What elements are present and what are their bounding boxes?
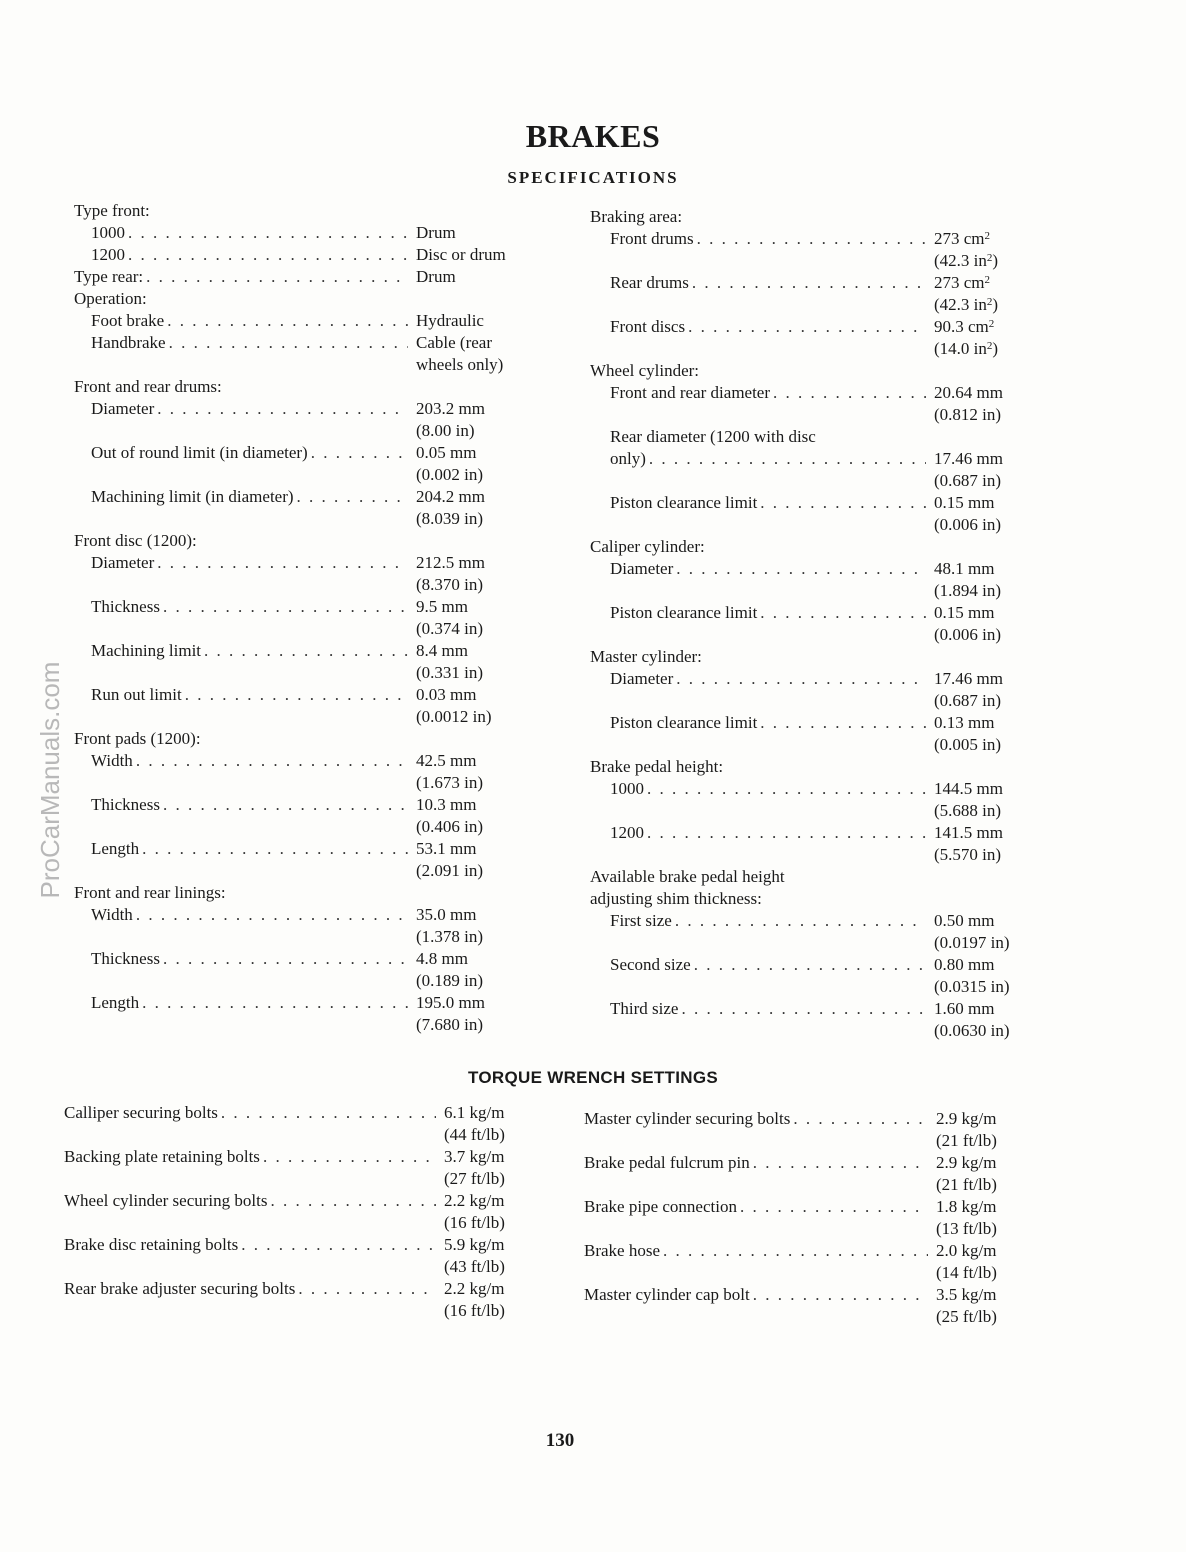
torque-row xyxy=(64,1234,524,1256)
spec-value: Hydraulic xyxy=(416,311,484,330)
spec-value: 0.05 mm xyxy=(416,443,477,462)
spec-label: Front and rear diameter xyxy=(610,383,771,402)
torque-value: 3.5 kg/m xyxy=(936,1285,997,1304)
torque-label: Rear brake adjuster securing bolts xyxy=(64,1279,296,1298)
spec-label: 1200 xyxy=(610,823,644,842)
spec-value: Cable (rear xyxy=(416,333,492,352)
torque-label: Brake pipe connection xyxy=(584,1197,737,1216)
spec-value-imperial: (1.673 in) xyxy=(416,773,484,792)
spec-row xyxy=(590,712,1030,734)
torque-value: 2.2 kg/m xyxy=(444,1191,505,1210)
spec-heading: Operation: xyxy=(74,289,147,308)
section-subtitle: SPECIFICATIONS xyxy=(507,168,679,187)
spec-value: 203.2 mm xyxy=(416,399,485,418)
spec-label: Diameter xyxy=(610,559,674,578)
spec-value: 273 $cm^2$ xyxy=(934,273,991,292)
torque-row xyxy=(64,1102,524,1124)
spec-heading: Front pads (1200): xyxy=(74,729,201,748)
spec-label: Type rear: xyxy=(74,267,144,286)
torque-value-imperial: (14 ft/lb) xyxy=(936,1263,997,1282)
spec-label: Rear drums xyxy=(610,273,689,292)
spec-row xyxy=(74,442,534,464)
spec-value-imperial: (8.370 in) xyxy=(416,575,484,594)
spec-label: Length xyxy=(91,993,140,1012)
spec-label: 1000 xyxy=(610,779,644,798)
spec-row xyxy=(590,382,1030,404)
torque-label: Backing plate retaining bolts xyxy=(64,1147,260,1166)
spec-value-imperial: (0.189 in) xyxy=(416,971,484,990)
spec-value: 20.64 mm xyxy=(934,383,1003,402)
torque-value-imperial: (27 ft/lb) xyxy=(444,1169,505,1188)
torque-value: 2.9 kg/m xyxy=(936,1153,997,1172)
spec-value: 0.13 mm xyxy=(934,713,995,732)
spec-row xyxy=(590,668,1030,690)
spec-value-imperial: (0.005 in) xyxy=(934,735,1002,754)
torque-label: Brake pedal fulcrum pin xyxy=(584,1153,750,1172)
spec-label: Out of round limit (in diameter) xyxy=(91,443,308,462)
torque-value-imperial: (21 ft/lb) xyxy=(936,1131,997,1150)
spec-heading: adjusting shim thickness: xyxy=(590,889,762,908)
spec-label: Run out limit xyxy=(91,685,182,704)
torque-label: Wheel cylinder securing bolts xyxy=(64,1191,268,1210)
spec-row xyxy=(590,492,1030,514)
torque-value-imperial: (16 ft/lb) xyxy=(444,1213,505,1232)
spec-value: 0.15 mm xyxy=(934,603,995,622)
spec-label: Thickness xyxy=(91,795,160,814)
spec-value: 0.80 mm xyxy=(934,955,995,974)
torque-row xyxy=(584,1152,1024,1174)
spec-label: Piston clearance limit xyxy=(610,713,758,732)
torque-label: Calliper securing bolts xyxy=(64,1103,218,1122)
spec-heading: Type front: xyxy=(74,201,150,220)
spec-label: Length xyxy=(91,839,140,858)
spec-label: Front discs xyxy=(610,317,686,336)
spec-heading: Available brake pedal height xyxy=(590,867,785,886)
spec-heading: Wheel cylinder: xyxy=(590,361,700,380)
torque-label: Master cylinder securing bolts xyxy=(584,1109,791,1128)
spec-row xyxy=(590,998,1030,1020)
spec-value-imperial: (14.0 $in^2$) xyxy=(934,339,999,358)
spec-row xyxy=(74,838,534,860)
spec-label: Diameter xyxy=(91,553,155,572)
spec-label: only) xyxy=(610,449,646,468)
spec-row xyxy=(74,486,534,508)
torque-value-imperial: (44 ft/lb) xyxy=(444,1125,505,1144)
spec-row xyxy=(74,948,534,970)
spec-label: Diameter xyxy=(91,399,155,418)
spec-label: Machining limit xyxy=(91,641,202,660)
spec-value: 17.46 mm xyxy=(934,669,1003,688)
torque-value-imperial: (25 ft/lb) xyxy=(936,1307,997,1326)
spec-row xyxy=(590,558,1030,580)
spec-label: Piston clearance limit xyxy=(610,603,758,622)
torque-value: 5.9 kg/m xyxy=(444,1235,505,1254)
spec-value: 9.5 mm xyxy=(416,597,468,616)
spec-label: Foot brake xyxy=(91,311,165,330)
spec-row xyxy=(590,910,1030,932)
spec-value-imperial: (0.331 in) xyxy=(416,663,484,682)
spec-value-imperial: (8.00 in) xyxy=(416,421,475,440)
spec-value-imperial: (0.006 in) xyxy=(934,625,1002,644)
spec-row xyxy=(74,904,534,926)
spec-label: 1000 xyxy=(91,223,125,242)
spec-label: Second size xyxy=(610,955,691,974)
spec-value: Drum xyxy=(416,267,456,286)
spec-row xyxy=(74,222,534,244)
page-title: BRAKES xyxy=(525,118,661,154)
spec-label: Piston clearance limit xyxy=(610,493,758,512)
spec-value-imperial: (0.687 in) xyxy=(934,691,1002,710)
spec-row xyxy=(74,596,534,618)
spec-value-imperial: (5.570 in) xyxy=(934,845,1002,864)
spec-label: Diameter xyxy=(610,669,674,688)
spec-row xyxy=(590,602,1030,624)
torque-label: Brake hose xyxy=(584,1241,661,1260)
spec-heading: Front and rear drums: xyxy=(74,377,222,396)
spec-value: 0.15 mm xyxy=(934,493,995,512)
torque-value: 2.9 kg/m xyxy=(936,1109,997,1128)
spec-value: 141.5 mm xyxy=(934,823,1003,842)
spec-row xyxy=(74,244,534,266)
spec-label: Machining limit (in diameter) xyxy=(91,487,294,506)
spec-value-imperial: (42.3 $in^2$) xyxy=(934,251,999,270)
torque-row xyxy=(584,1196,1024,1218)
torque-row xyxy=(584,1284,1024,1306)
torque-row xyxy=(64,1278,524,1300)
spec-label: Thickness xyxy=(91,949,160,968)
spec-label: Rear diameter (1200 with disc xyxy=(610,427,816,446)
spec-heading: Master cylinder: xyxy=(590,647,702,666)
spec-value: wheels only) xyxy=(416,355,504,374)
spec-value: 204.2 mm xyxy=(416,487,485,506)
spec-value-imperial: (2.091 in) xyxy=(416,861,484,880)
spec-value: 35.0 mm xyxy=(416,905,477,924)
spec-label: Front drums xyxy=(610,229,694,248)
spec-value: 0.03 mm xyxy=(416,685,477,704)
spec-value-imperial: (0.687 in) xyxy=(934,471,1002,490)
spec-value-imperial: (0.374 in) xyxy=(416,619,484,638)
spec-value: 53.1 mm xyxy=(416,839,477,858)
spec-heading: Brake pedal height: xyxy=(590,757,724,776)
spec-heading: Braking area: xyxy=(590,207,683,226)
spec-column-right xyxy=(590,206,1030,1042)
spec-value: 10.3 mm xyxy=(416,795,477,814)
torque-row xyxy=(584,1108,1024,1130)
spec-value: 17.46 mm xyxy=(934,449,1003,468)
spec-heading: Front and rear linings: xyxy=(74,883,226,902)
spec-value-imperial: (0.0630 in) xyxy=(934,1021,1010,1040)
spec-value-imperial: (1.894 in) xyxy=(934,581,1002,600)
watermark: ProCarManuals.com xyxy=(35,661,65,899)
torque-value-imperial: (43 ft/lb) xyxy=(444,1257,505,1276)
spec-value-imperial: (0.406 in) xyxy=(416,817,484,836)
spec-value-imperial: (0.006 in) xyxy=(934,515,1002,534)
spec-value: 90.3 $cm^2$ xyxy=(934,317,995,336)
spec-row xyxy=(74,332,534,354)
spec-value: 0.50 mm xyxy=(934,911,995,930)
spec-row xyxy=(590,228,1030,250)
spec-value-imperial: (0.812 in) xyxy=(934,405,1002,424)
spec-value: 273 $cm^2$ xyxy=(934,229,991,248)
torque-row xyxy=(64,1146,524,1168)
spec-row xyxy=(74,640,534,662)
torque-value: 2.2 kg/m xyxy=(444,1279,505,1298)
spec-column-left xyxy=(74,200,534,1036)
torque-row xyxy=(64,1190,524,1212)
spec-heading: Caliper cylinder: xyxy=(590,537,705,556)
spec-value: 144.5 mm xyxy=(934,779,1003,798)
torque-label: Master cylinder cap bolt xyxy=(584,1285,750,1304)
spec-value: Drum xyxy=(416,223,456,242)
spec-row xyxy=(590,778,1030,800)
spec-value: 8.4 mm xyxy=(416,641,468,660)
spec-heading: Front disc (1200): xyxy=(74,531,197,550)
torque-value: 6.1 kg/m xyxy=(444,1103,505,1122)
page-number: 130 xyxy=(545,1430,575,1451)
torque-value-imperial: (16 ft/lb) xyxy=(444,1301,505,1320)
torque-column-left xyxy=(64,1102,524,1322)
spec-row xyxy=(590,954,1030,976)
spec-row xyxy=(74,398,534,420)
spec-value-imperial: (8.039 in) xyxy=(416,509,484,528)
spec-value-imperial: (0.0315 in) xyxy=(934,977,1010,996)
spec-value: 195.0 mm xyxy=(416,993,485,1012)
spec-label: Third size xyxy=(610,999,679,1018)
spec-value: 1.60 mm xyxy=(934,999,995,1018)
spec-value: 4.8 mm xyxy=(416,949,468,968)
spec-row xyxy=(590,316,1030,338)
spec-row xyxy=(74,992,534,1014)
torque-value: 2.0 kg/m xyxy=(936,1241,997,1260)
spec-value-imperial: (0.002 in) xyxy=(416,465,484,484)
torque-column-right xyxy=(584,1108,1024,1328)
spec-row xyxy=(74,750,534,772)
torque-value-imperial: (21 ft/lb) xyxy=(936,1175,997,1194)
spec-row xyxy=(74,552,534,574)
spec-row xyxy=(590,448,1030,470)
spec-value: 48.1 mm xyxy=(934,559,995,578)
spec-row xyxy=(74,310,534,332)
spec-row xyxy=(74,794,534,816)
spec-value: Disc or drum xyxy=(416,245,506,264)
spec-value-imperial: (7.680 in) xyxy=(416,1015,484,1034)
spec-label: Handbrake xyxy=(91,333,166,352)
torque-label: Brake disc retaining bolts xyxy=(64,1235,239,1254)
spec-value-imperial: (1.378 in) xyxy=(416,927,484,946)
torque-section-title: TORQUE WRENCH SETTINGS xyxy=(468,1068,718,1087)
spec-value: 42.5 mm xyxy=(416,751,477,770)
spec-value-imperial: (0.0197 in) xyxy=(934,933,1010,952)
spec-label: 1200 xyxy=(91,245,125,264)
spec-row xyxy=(590,822,1030,844)
torque-value-imperial: (13 ft/lb) xyxy=(936,1219,997,1238)
spec-row xyxy=(590,272,1030,294)
spec-value-imperial: (42.3 $in^2$) xyxy=(934,295,999,314)
torque-value: 3.7 kg/m xyxy=(444,1147,505,1166)
torque-value: 1.8 kg/m xyxy=(936,1197,997,1216)
torque-row xyxy=(584,1240,1024,1262)
spec-value: 212.5 mm xyxy=(416,553,485,572)
spec-row xyxy=(74,266,534,288)
spec-label: Thickness xyxy=(91,597,160,616)
spec-label: Width xyxy=(91,751,133,770)
spec-row xyxy=(74,684,534,706)
spec-label: Width xyxy=(91,905,133,924)
spec-value-imperial: (5.688 in) xyxy=(934,801,1002,820)
spec-label: First size xyxy=(610,911,672,930)
spec-value-imperial: (0.0012 in) xyxy=(416,707,492,726)
